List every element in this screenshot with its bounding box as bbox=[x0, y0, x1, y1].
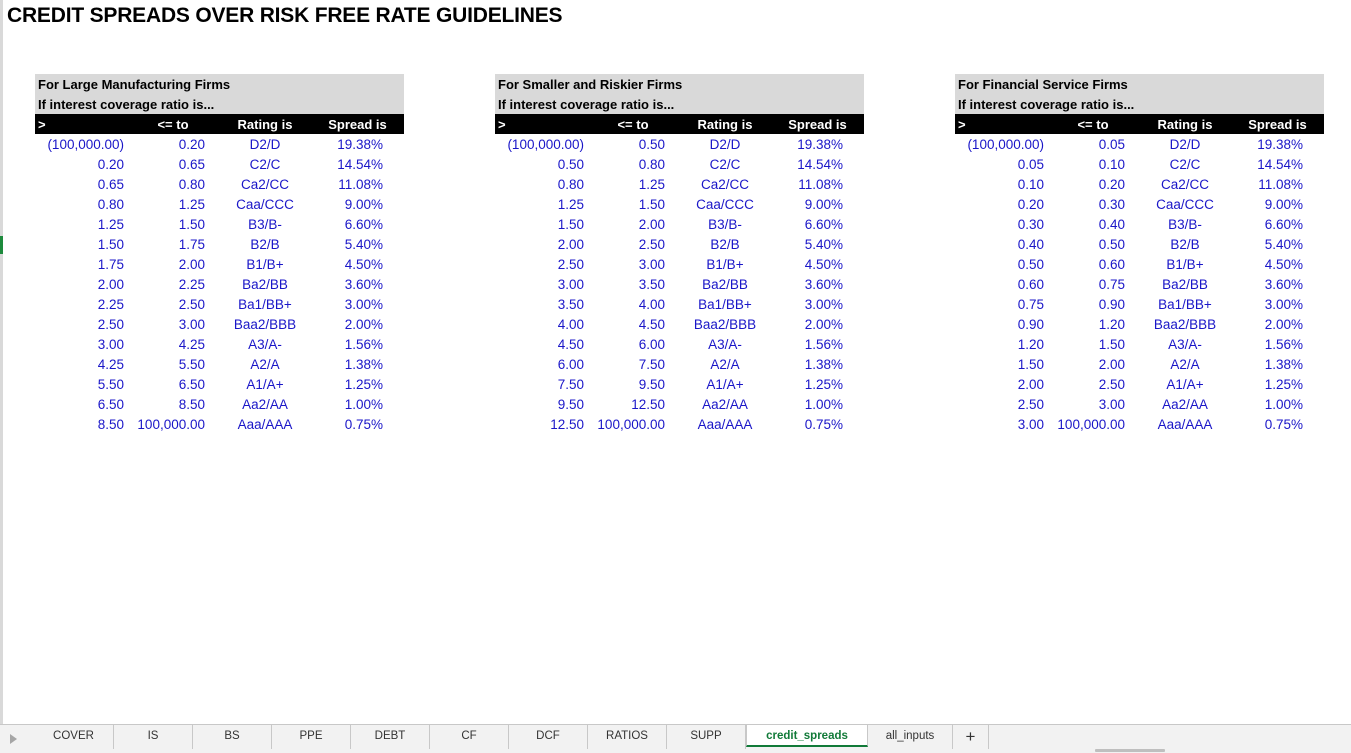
table-cell[interactable]: 0.65 bbox=[178, 157, 205, 172]
add-sheet-button[interactable]: + bbox=[953, 725, 989, 749]
table-cell[interactable]: 100,000.00 bbox=[137, 417, 205, 432]
sheet-tab[interactable]: DCF bbox=[509, 725, 588, 749]
table-cell[interactable]: 1.38% bbox=[344, 357, 383, 372]
table-cell[interactable]: 100,000.00 bbox=[597, 417, 665, 432]
table-cell[interactable]: A1/A+ bbox=[706, 377, 744, 392]
table-cell[interactable]: A2/A bbox=[250, 357, 280, 372]
table-cell[interactable]: 2.50 bbox=[1098, 377, 1125, 392]
table-row bbox=[35, 274, 404, 294]
table-cell[interactable]: Ba1/BB+ bbox=[238, 297, 292, 312]
sheet-tab[interactable]: CF bbox=[430, 725, 509, 749]
table-row bbox=[35, 254, 404, 274]
table-row bbox=[955, 234, 1324, 254]
table-title: For Smaller and Riskier Firms bbox=[498, 77, 683, 92]
table-caption bbox=[495, 74, 864, 114]
column-header: Rating is bbox=[1157, 117, 1213, 132]
table-cell[interactable]: Ca2/CC bbox=[1160, 177, 1209, 192]
table-cell[interactable]: 3.60% bbox=[1264, 277, 1303, 292]
table-cell[interactable]: Aaa/AAA bbox=[237, 417, 293, 432]
table-caption bbox=[35, 74, 404, 114]
table-cell[interactable]: 4.25 bbox=[178, 337, 205, 352]
table-cell[interactable]: 4.50 bbox=[638, 317, 665, 332]
sheet-tab[interactable]: all_inputs bbox=[868, 725, 953, 749]
table-cell[interactable]: 9.00% bbox=[1264, 197, 1303, 212]
table-cell[interactable]: D2/D bbox=[249, 137, 281, 152]
table-cell[interactable]: 2.25 bbox=[178, 277, 205, 292]
table-cell[interactable]: 2.00 bbox=[638, 217, 665, 232]
table-cell[interactable]: 19.38% bbox=[337, 137, 383, 152]
table-row bbox=[955, 274, 1324, 294]
table-cell[interactable]: 1.25 bbox=[178, 197, 205, 212]
table-cell[interactable]: 1.20 bbox=[1017, 337, 1044, 352]
table-cell[interactable]: 2.00% bbox=[804, 317, 843, 332]
table-row bbox=[495, 154, 864, 174]
table-cell[interactable]: 0.80 bbox=[178, 177, 205, 192]
table-cell[interactable]: Baa2/BBB bbox=[1153, 317, 1217, 332]
table-cell[interactable]: 0.20 bbox=[1098, 177, 1125, 192]
table-cell[interactable]: 2.00% bbox=[1264, 317, 1303, 332]
table-cell[interactable]: 3.00 bbox=[1017, 417, 1044, 432]
sheet-tab[interactable]: IS bbox=[114, 725, 193, 749]
column-header: <= to bbox=[617, 117, 649, 132]
table-cell[interactable]: 14.54% bbox=[797, 157, 843, 172]
table-cell[interactable]: 0.40 bbox=[1017, 237, 1044, 252]
table-cell[interactable]: 2.00 bbox=[1017, 377, 1044, 392]
horizontal-scrollbar[interactable] bbox=[1095, 749, 1165, 752]
table-cell[interactable]: 0.05 bbox=[1017, 157, 1044, 172]
table-cell[interactable]: 0.75% bbox=[344, 417, 383, 432]
table-cell[interactable]: 1.25% bbox=[344, 377, 383, 392]
table-row bbox=[955, 254, 1324, 274]
table-cell[interactable]: (100,000.00) bbox=[967, 137, 1044, 152]
table-row bbox=[955, 374, 1324, 394]
table-cell[interactable]: 7.50 bbox=[638, 357, 665, 372]
table-cell[interactable]: Caa/CCC bbox=[236, 197, 294, 212]
table-row bbox=[955, 134, 1324, 154]
table-title: For Large Manufacturing Firms bbox=[38, 77, 231, 92]
table-cell[interactable]: 2.00 bbox=[97, 277, 124, 292]
table-row bbox=[495, 174, 864, 194]
table-cell[interactable]: 2.50 bbox=[557, 257, 584, 272]
table-cell[interactable]: 6.50 bbox=[97, 397, 124, 412]
table-cell[interactable]: 19.38% bbox=[1257, 137, 1303, 152]
table-cell[interactable]: 12.50 bbox=[550, 417, 584, 432]
column-header: > bbox=[498, 117, 506, 132]
table-cell[interactable]: 6.50 bbox=[178, 377, 205, 392]
sheet-tabs bbox=[34, 725, 989, 753]
sheet-tab[interactable]: DEBT bbox=[351, 725, 430, 749]
column-header-row bbox=[955, 114, 1324, 134]
table-row bbox=[35, 314, 404, 334]
table-row bbox=[495, 214, 864, 234]
selected-row-indicator bbox=[0, 236, 3, 254]
table-cell[interactable]: 2.00% bbox=[344, 317, 383, 332]
page-title: CREDIT SPREADS OVER RISK FREE RATE GUIDELINES bbox=[7, 4, 563, 27]
table-cell[interactable]: 0.80 bbox=[638, 157, 665, 172]
table-cell[interactable]: Aaa/AAA bbox=[1157, 417, 1213, 432]
table-row bbox=[955, 214, 1324, 234]
table-cell[interactable]: 0.20 bbox=[178, 137, 205, 152]
table-row bbox=[495, 234, 864, 254]
table-cell[interactable]: B2/B bbox=[250, 237, 280, 252]
table-cell[interactable]: 3.50 bbox=[557, 297, 584, 312]
table-cell[interactable]: 9.50 bbox=[638, 377, 665, 392]
sheet-tab[interactable]: PPE bbox=[272, 725, 351, 749]
table-cell[interactable]: 3.00 bbox=[557, 277, 584, 292]
table-cell[interactable]: 0.75 bbox=[1098, 277, 1125, 292]
table-cell[interactable]: 1.56% bbox=[1264, 337, 1303, 352]
table-cell[interactable]: D2/D bbox=[1169, 137, 1201, 152]
table-cell[interactable]: A1/A+ bbox=[1166, 377, 1204, 392]
table-row bbox=[495, 314, 864, 334]
table-cell[interactable]: 1.00% bbox=[804, 397, 843, 412]
table-cell[interactable]: 3.00% bbox=[344, 297, 383, 312]
table-row bbox=[955, 294, 1324, 314]
table-cell[interactable]: Baa2/BBB bbox=[233, 317, 297, 332]
table-cell[interactable]: 0.05 bbox=[1098, 137, 1125, 152]
table-cell[interactable]: 7.50 bbox=[557, 377, 584, 392]
table-cell[interactable]: 3.00 bbox=[178, 317, 205, 332]
table-cell[interactable]: 14.54% bbox=[1257, 157, 1303, 172]
table-cell[interactable]: A3/A- bbox=[708, 337, 742, 352]
table-cell[interactable]: 0.75 bbox=[1017, 297, 1044, 312]
table-cell[interactable]: 2.50 bbox=[178, 297, 205, 312]
table-cell[interactable]: Ba1/BB+ bbox=[1158, 297, 1212, 312]
table-cell[interactable]: B1/B+ bbox=[246, 257, 284, 272]
table-cell[interactable]: B2/B bbox=[710, 237, 740, 252]
table-cell[interactable]: 11.08% bbox=[1258, 177, 1303, 192]
table-cell[interactable]: 6.00 bbox=[638, 337, 665, 352]
table-cell[interactable]: 4.50 bbox=[557, 337, 584, 352]
table-cell[interactable]: 5.40% bbox=[1264, 237, 1303, 252]
table-cell[interactable]: (100,000.00) bbox=[47, 137, 124, 152]
table-cell[interactable]: 1.25 bbox=[638, 177, 665, 192]
table-cell[interactable]: 6.00 bbox=[557, 357, 584, 372]
table-cell[interactable]: 19.38% bbox=[797, 137, 843, 152]
table-cell[interactable]: 1.56% bbox=[344, 337, 383, 352]
table-row bbox=[955, 414, 1324, 434]
sheet-tab[interactable]: BS bbox=[193, 725, 272, 749]
table-cell[interactable]: 0.10 bbox=[1098, 157, 1125, 172]
table-cell[interactable]: 1.75 bbox=[178, 237, 205, 252]
spread-table bbox=[955, 74, 1324, 434]
table-subtitle: If interest coverage ratio is... bbox=[958, 97, 1135, 112]
table-cell[interactable]: 0.60 bbox=[1017, 277, 1044, 292]
table-cell[interactable]: 1.50 bbox=[1017, 357, 1044, 372]
table-cell[interactable]: 2.25 bbox=[97, 297, 124, 312]
table-cell[interactable]: Caa/CCC bbox=[1156, 197, 1214, 212]
table-cell[interactable]: 1.38% bbox=[1264, 357, 1303, 372]
table-cell[interactable]: B3/B- bbox=[248, 217, 282, 232]
table-cell[interactable]: 0.10 bbox=[1017, 177, 1044, 192]
spread-table bbox=[35, 74, 404, 434]
table-cell[interactable]: 3.50 bbox=[638, 277, 665, 292]
table-cell[interactable]: 3.00% bbox=[1264, 297, 1303, 312]
table-cell[interactable]: 1.25 bbox=[97, 217, 124, 232]
table-cell[interactable]: 1.50 bbox=[97, 237, 124, 252]
table-cell[interactable]: 0.90 bbox=[1098, 297, 1125, 312]
table-row bbox=[35, 234, 404, 254]
table-row bbox=[955, 194, 1324, 214]
table-cell[interactable]: 4.00 bbox=[638, 297, 665, 312]
table-row bbox=[495, 294, 864, 314]
table-row bbox=[495, 274, 864, 294]
table-row bbox=[955, 394, 1324, 414]
table-cell[interactable]: 4.50% bbox=[344, 257, 383, 272]
table-row bbox=[495, 254, 864, 274]
table-cell[interactable]: 0.90 bbox=[1017, 317, 1044, 332]
table-row bbox=[495, 194, 864, 214]
table-cell[interactable]: 0.50 bbox=[1098, 237, 1125, 252]
table-subtitle: If interest coverage ratio is... bbox=[38, 97, 215, 112]
row-header-strip bbox=[0, 0, 3, 724]
table-cell[interactable]: 100,000.00 bbox=[1057, 417, 1125, 432]
table-cell[interactable]: B3/B- bbox=[708, 217, 742, 232]
table-row bbox=[955, 334, 1324, 354]
table-cell[interactable]: Aaa/AAA bbox=[697, 417, 753, 432]
table-row bbox=[495, 134, 864, 154]
table-cell[interactable]: Baa2/BBB bbox=[693, 317, 757, 332]
table-cell[interactable]: B1/B+ bbox=[706, 257, 744, 272]
table-cell[interactable]: Ba2/BB bbox=[242, 277, 288, 292]
column-header: <= to bbox=[1077, 117, 1109, 132]
table-cell[interactable]: 5.50 bbox=[178, 357, 205, 372]
table-caption bbox=[955, 74, 1324, 114]
table-cell[interactable]: Aa2/AA bbox=[1162, 397, 1208, 412]
table-row bbox=[955, 314, 1324, 334]
table-cell[interactable]: 4.25 bbox=[97, 357, 124, 372]
column-header: Rating is bbox=[697, 117, 753, 132]
table-cell[interactable]: 1.50 bbox=[178, 217, 205, 232]
table-row bbox=[35, 394, 404, 414]
table-cell[interactable]: 1.75 bbox=[97, 257, 124, 272]
table-row bbox=[495, 354, 864, 374]
column-header: Spread is bbox=[328, 117, 387, 132]
table-row bbox=[495, 414, 864, 434]
table-cell[interactable]: 1.00% bbox=[1264, 397, 1303, 412]
table-subtitle: If interest coverage ratio is... bbox=[498, 97, 675, 112]
table-cell[interactable]: 0.50 bbox=[557, 157, 584, 172]
table-cell[interactable]: 1.25% bbox=[1264, 377, 1303, 392]
table-cell[interactable]: 1.56% bbox=[804, 337, 843, 352]
table-cell[interactable]: 1.50 bbox=[1098, 337, 1125, 352]
table-cell[interactable]: 2.50 bbox=[97, 317, 124, 332]
column-header: Spread is bbox=[1248, 117, 1307, 132]
table-row bbox=[35, 174, 404, 194]
table-cell[interactable]: B2/B bbox=[1170, 237, 1200, 252]
table-cell[interactable]: 5.50 bbox=[97, 377, 124, 392]
table-cell[interactable]: B1/B+ bbox=[1166, 257, 1204, 272]
column-header: Spread is bbox=[788, 117, 847, 132]
table-cell[interactable]: 1.38% bbox=[804, 357, 843, 372]
table-cell[interactable]: 2.00 bbox=[557, 237, 584, 252]
table-row bbox=[35, 414, 404, 434]
table-cell[interactable]: 1.00% bbox=[344, 397, 383, 412]
table-cell[interactable]: Ba2/BB bbox=[702, 277, 748, 292]
table-cell[interactable]: 0.40 bbox=[1098, 217, 1125, 232]
table-cell[interactable]: D2/D bbox=[709, 137, 741, 152]
scroll-tabs-right-icon[interactable] bbox=[10, 734, 17, 744]
table-row bbox=[35, 294, 404, 314]
table-cell[interactable]: 11.08% bbox=[798, 177, 843, 192]
column-header: Rating is bbox=[237, 117, 293, 132]
table-cell[interactable]: B3/B- bbox=[1168, 217, 1202, 232]
table-cell[interactable]: Ba1/BB+ bbox=[698, 297, 752, 312]
table-cell[interactable]: 5.40% bbox=[344, 237, 383, 252]
table-title: For Financial Service Firms bbox=[958, 77, 1128, 92]
table-cell[interactable]: Aa2/AA bbox=[702, 397, 748, 412]
table-cell[interactable]: 2.50 bbox=[638, 237, 665, 252]
table-row bbox=[35, 374, 404, 394]
column-header: > bbox=[38, 117, 46, 132]
table-row bbox=[35, 154, 404, 174]
table-cell[interactable]: 0.75% bbox=[804, 417, 843, 432]
table-cell[interactable]: Ba2/BB bbox=[1162, 277, 1208, 292]
table-cell[interactable]: 0.20 bbox=[1017, 197, 1044, 212]
table-cell[interactable]: 1.20 bbox=[1098, 317, 1125, 332]
table-cell[interactable]: Caa/CCC bbox=[696, 197, 754, 212]
column-header-row bbox=[495, 114, 864, 134]
table-cell[interactable]: 0.50 bbox=[1017, 257, 1044, 272]
table-cell[interactable]: 14.54% bbox=[337, 157, 383, 172]
table-cell[interactable]: 9.50 bbox=[557, 397, 584, 412]
table-cell[interactable]: Aa2/AA bbox=[242, 397, 288, 412]
table-cell[interactable]: A1/A+ bbox=[246, 377, 284, 392]
table-cell[interactable]: 4.50% bbox=[1264, 257, 1303, 272]
table-cell[interactable]: 1.25% bbox=[804, 377, 843, 392]
table-cell[interactable]: 0.50 bbox=[638, 137, 665, 152]
table-cell[interactable]: 6.60% bbox=[804, 217, 843, 232]
sheet-tab[interactable]: credit_spreads bbox=[746, 725, 868, 747]
table-cell[interactable]: 0.20 bbox=[97, 157, 124, 172]
table-cell[interactable]: 0.75% bbox=[1264, 417, 1303, 432]
table-cell[interactable]: 1.50 bbox=[638, 197, 665, 212]
table-cell[interactable]: 9.00% bbox=[804, 197, 843, 212]
table-cell[interactable]: A2/A bbox=[1170, 357, 1200, 372]
table-cell[interactable]: 3.60% bbox=[804, 277, 843, 292]
table-cell[interactable]: 0.30 bbox=[1098, 197, 1125, 212]
table-row bbox=[35, 134, 404, 154]
table-row bbox=[495, 334, 864, 354]
table-cell[interactable]: 2.50 bbox=[1017, 397, 1044, 412]
table-cell[interactable]: 0.80 bbox=[557, 177, 584, 192]
table-cell[interactable]: 11.08% bbox=[338, 177, 383, 192]
table-cell[interactable]: 12.50 bbox=[631, 397, 665, 412]
table-cell[interactable]: A2/A bbox=[710, 357, 740, 372]
column-header: <= to bbox=[157, 117, 189, 132]
table-cell[interactable]: 0.60 bbox=[1098, 257, 1125, 272]
table-row bbox=[495, 394, 864, 414]
column-header-row bbox=[35, 114, 404, 134]
table-cell[interactable]: 2.00 bbox=[178, 257, 205, 272]
table-cell[interactable]: 3.00 bbox=[1098, 397, 1125, 412]
table-cell[interactable]: C2/C bbox=[249, 157, 281, 172]
table-cell[interactable]: 8.50 bbox=[97, 417, 124, 432]
table-cell[interactable]: 3.60% bbox=[344, 277, 383, 292]
table-row bbox=[35, 334, 404, 354]
table-cell[interactable]: 5.40% bbox=[804, 237, 843, 252]
table-row bbox=[955, 354, 1324, 374]
table-cell[interactable]: Ca2/CC bbox=[240, 177, 289, 192]
table-row bbox=[35, 354, 404, 374]
table-cell[interactable]: 6.60% bbox=[1264, 217, 1303, 232]
table-cell[interactable]: 4.00 bbox=[557, 317, 584, 332]
table-cell[interactable]: 6.60% bbox=[344, 217, 383, 232]
table-cell[interactable]: A3/A- bbox=[248, 337, 282, 352]
spread-table bbox=[495, 74, 864, 434]
table-cell[interactable]: C2/C bbox=[709, 157, 741, 172]
table-cell[interactable]: Ca2/CC bbox=[700, 177, 749, 192]
table-cell[interactable]: 4.50% bbox=[804, 257, 843, 272]
table-cell[interactable]: A3/A- bbox=[1168, 337, 1202, 352]
table-row bbox=[35, 194, 404, 214]
column-header: > bbox=[958, 117, 966, 132]
table-cell[interactable]: 1.50 bbox=[557, 217, 584, 232]
table-cell[interactable]: 9.00% bbox=[344, 197, 383, 212]
table-row bbox=[495, 374, 864, 394]
table-cell[interactable]: 3.00 bbox=[638, 257, 665, 272]
table-cell[interactable]: 0.80 bbox=[97, 197, 124, 212]
table-cell[interactable]: 8.50 bbox=[178, 397, 205, 412]
table-cell[interactable]: 0.30 bbox=[1017, 217, 1044, 232]
table-cell[interactable]: 0.65 bbox=[97, 177, 124, 192]
sheet-tab[interactable]: SUPP bbox=[667, 725, 746, 749]
table-cell[interactable]: 3.00% bbox=[804, 297, 843, 312]
sheet-tab[interactable]: COVER bbox=[34, 725, 114, 749]
table-row bbox=[955, 154, 1324, 174]
table-cell[interactable]: 1.25 bbox=[557, 197, 584, 212]
sheet-tab[interactable]: RATIOS bbox=[588, 725, 667, 749]
table-row bbox=[955, 174, 1324, 194]
table-cell[interactable]: 3.00 bbox=[97, 337, 124, 352]
table-cell[interactable]: (100,000.00) bbox=[507, 137, 584, 152]
table-row bbox=[35, 214, 404, 234]
table-cell[interactable]: C2/C bbox=[1169, 157, 1201, 172]
table-cell[interactable]: 2.00 bbox=[1098, 357, 1125, 372]
